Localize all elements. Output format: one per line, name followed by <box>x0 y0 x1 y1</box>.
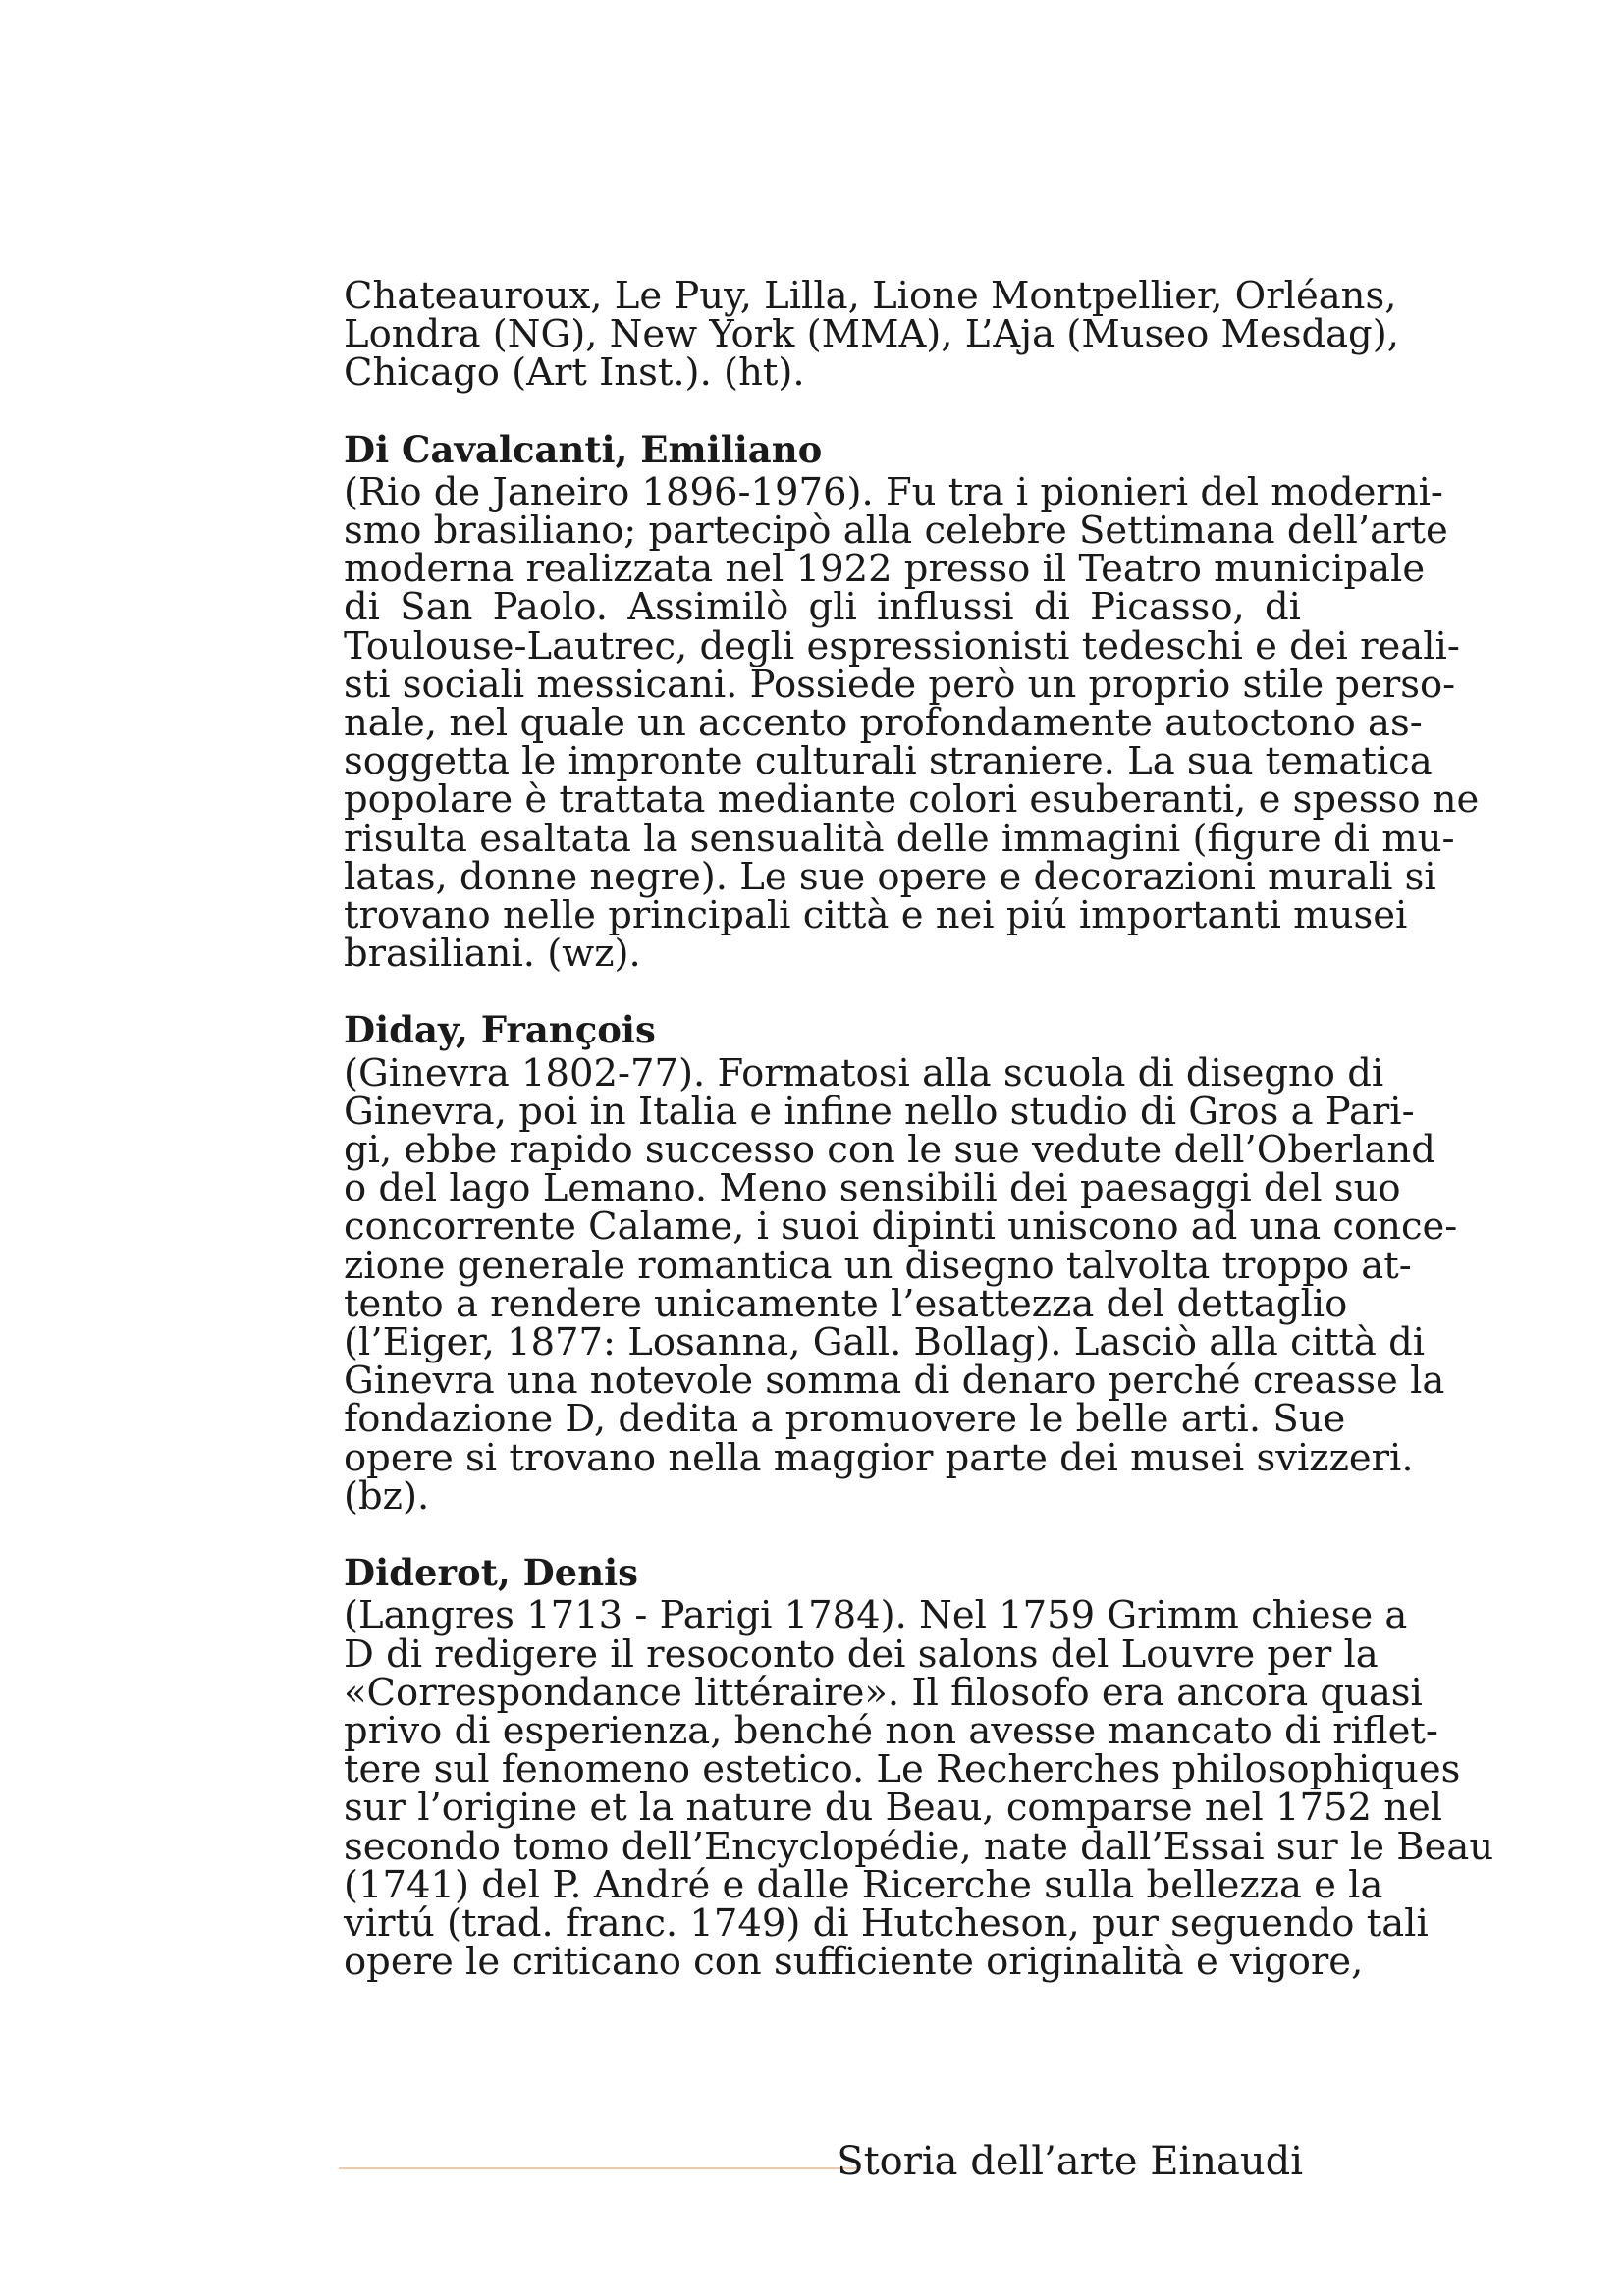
text-line: soggetta le impronte culturali straniere. La sua tematica <box>344 739 1433 784</box>
text-line: (bz). <box>344 1473 430 1519</box>
text-line: opere si trovano nella maggior parte dei musei svizzeri. <box>344 1435 1414 1480</box>
entry-heading: Diday, François <box>344 1008 656 1052</box>
text-line: Ginevra, poi in Italia e infine nello studio di Gros a Pari- <box>344 1089 1415 1134</box>
text-line: virtú (trad. franc. 1749) di Hutcheson, pur seguendo tali <box>344 1900 1429 1946</box>
entry-diday <box>344 1008 1458 1519</box>
text-line: privo di esperienza, benché non avesse mancato di riflet- <box>344 1708 1438 1753</box>
text-line: Londra (NG), New York (MMA), L’Aja (Museo Mesdag), <box>344 312 1399 357</box>
entry-text <box>344 1050 1458 1519</box>
text-line: (1741) del P. André e dalle Ricerche sulla bellezza e la <box>344 1862 1383 1907</box>
text-line: D di redigere il resoconto dei salons del Louvre per la <box>344 1631 1379 1677</box>
text-line: Chateauroux, Le Puy, Lilla, Lione Montpellier, Orléans, <box>344 274 1397 318</box>
text-line: nale, nel quale un accento profondamente autoctono as- <box>344 701 1423 746</box>
intro-paragraph <box>344 274 1399 396</box>
text-line: smo brasiliano; partecipò alla celebre Settimana dell’arte <box>344 508 1448 554</box>
text-line: (Langres 1713 - Parigi 1784). Nel 1759 Grimm chiese a <box>344 1593 1408 1638</box>
text-line: «Correspondance littéraire». Il filosofo era ancora quasi <box>344 1670 1423 1715</box>
entry-heading: Di Cavalcanti, Emiliano <box>344 427 823 471</box>
text-line: concorrente Calame, i suoi dipinti uniscono ad una conce- <box>344 1204 1458 1250</box>
text-line: di San Paolo. Assimilò gli influssi di Picasso, di <box>344 585 1301 630</box>
text-line: sur l’origine et la nature du Beau, comparse nel 1752 nel <box>344 1786 1443 1831</box>
text-line: (Rio de Janeiro 1896-1976). Fu tra i pionieri del moderni- <box>344 469 1443 514</box>
text-line: Toulouse-Lautrec, degli espressionisti tedeschi e dei reali- <box>344 623 1460 668</box>
text-line: o del lago Lemano. Meno sensibili dei paesaggi del suo <box>344 1166 1401 1211</box>
footer-title: Storia dell’arte Einaudi <box>837 2139 1303 2184</box>
entry-text <box>344 469 1480 977</box>
text-line: zione generale romantica un disegno talvolta troppo at- <box>344 1243 1412 1288</box>
footer-rule <box>339 2167 859 2169</box>
page-body <box>344 274 1494 1985</box>
text-line: popolare è trattata mediante colori esuberanti, e spesso ne <box>344 777 1480 823</box>
text-line: moderna realizzata nel 1922 presso il Teatro municipale <box>344 547 1426 592</box>
text-line: fondazione D, dedita a promuovere le belle arti. Sue <box>344 1397 1346 1442</box>
text-line: opere le criticano con sufficiente originalità e vigore, <box>344 1940 1364 1985</box>
text-line: Ginevra una notevole somma di denaro perché creasse la <box>344 1359 1445 1404</box>
text-line: secondo tomo dell’Encyclopédie, nate dall’Essai sur le Beau <box>344 1824 1494 1869</box>
text-line: tento a rendere unicamente l’esattezza del dettaglio <box>344 1281 1348 1326</box>
entry-diderot <box>344 1551 1494 1985</box>
text-line: gi, ebbe rapido successo con le sue vedute dell’Oberland <box>344 1128 1435 1173</box>
text-line: trovano nelle principali città e nei piú importanti musei <box>344 893 1408 938</box>
entry-heading: Diderot, Denis <box>344 1551 638 1595</box>
entry-text <box>344 1593 1494 1985</box>
text-line: (Ginevra 1802-77). Formatosi alla scuola di disegno di <box>344 1050 1384 1095</box>
text-line: risulta esaltata la sensualità delle immagini (figure di mu- <box>344 816 1455 861</box>
page-footer <box>339 2132 1303 2191</box>
text-line: tere sul fenomeno estetico. Le Recherches philosophiques <box>344 1747 1461 1792</box>
text-line: Chicago (Art Inst.). (ht). <box>344 350 805 396</box>
text-line: latas, donne negre). Le sue opere e decorazioni murali si <box>344 854 1436 899</box>
text-line: (l’Eiger, 1877: Losanna, Gall. Bollag). Lasciò alla città di <box>344 1320 1426 1365</box>
text-line: brasiliani. (wz). <box>344 932 641 977</box>
text-line: sti sociali messicani. Possiede però un proprio stile perso- <box>344 662 1456 707</box>
entry-di-cavalcanti <box>344 427 1480 977</box>
